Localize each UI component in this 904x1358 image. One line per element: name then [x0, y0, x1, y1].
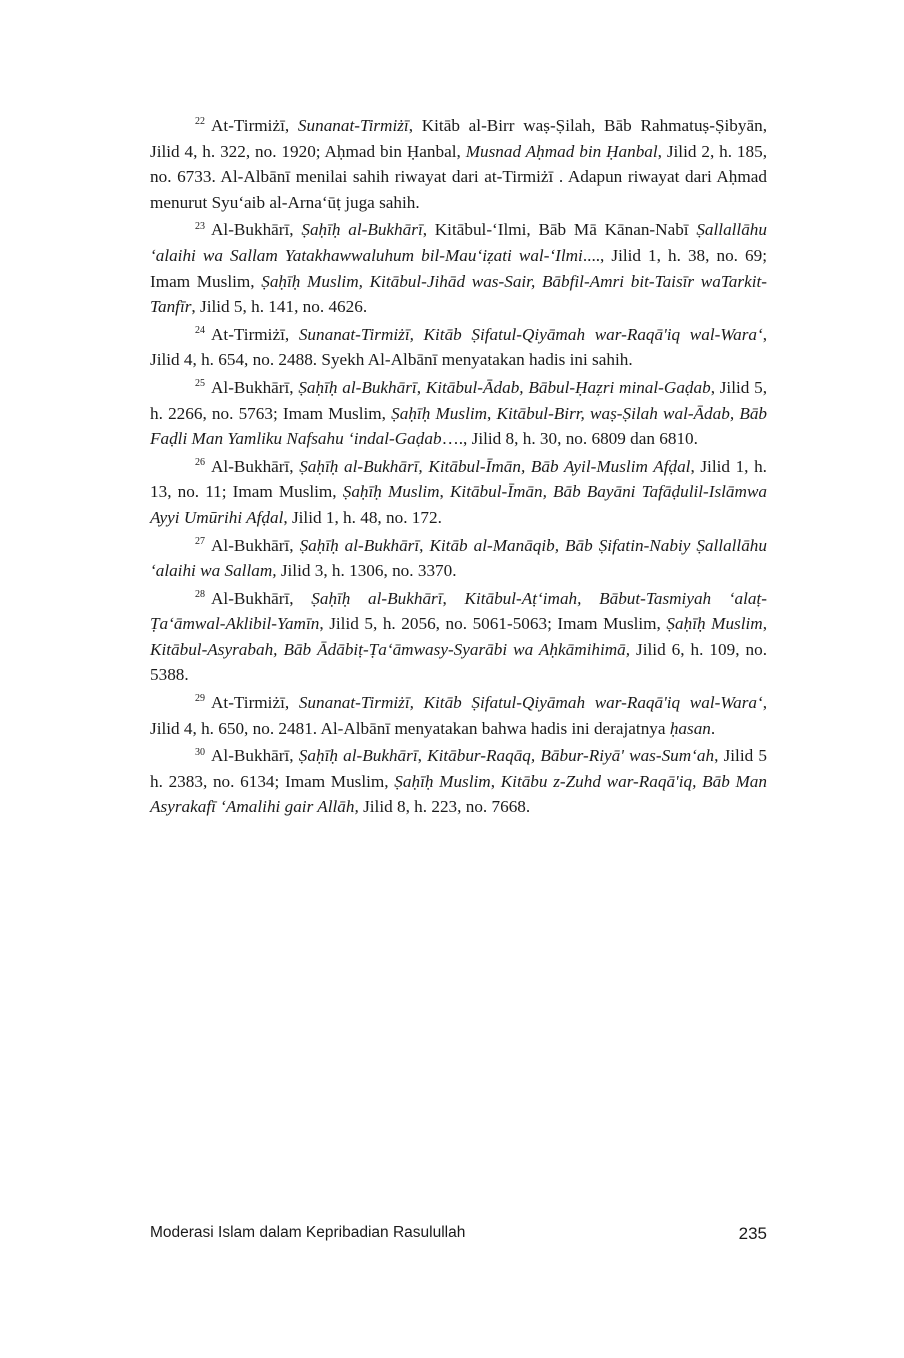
footnote-26: $^{26}$ Al-Bukhārī, Ṣaḥīḥ al-Bukhārī, Kitābul-Īmān, Bāb Ayil-Muslim Afḍal, Jilid 1, h. 13, no. 11; Imam Muslim, Ṣaḥīḥ Muslim, Kitābul-Īmān, Bāb Bayāni Tafāḍulil-Islāmwa Ayyi Umūrihi Afḍal, Jilid 1, h. 48, no. 172.	[150, 456, 767, 527]
footnote-number: 24	[195, 325, 205, 337]
footnote-29: $^{29}$ At-Tirmiżī, Sunanat-Tirmiżī, Kitāb Ṣifatul-Qiyāmah war-Raqā'iq wal-Wara‘, Jilid 4, h. 650, no. 2481. Al-Albānī menyatakan bahwa hadis ini derajatnya ḥasan.	[150, 693, 767, 738]
book-title: Moderasi Islam dalam Kepribadian Rasulullah	[150, 1224, 466, 1241]
footnote-24: $^{24}$ At-Tirmiżī, Sunanat-Tirmiżī, Kitāb Ṣifatul-Qiyāmah war-Raqā'iq wal-Wara‘, Jilid 4, h. 654, no. 2488. Syekh Al-Albānī menyatakan hadis ini sahih.	[150, 324, 767, 370]
footnote-number: 26	[195, 456, 205, 468]
footnote-number: 25	[195, 378, 205, 390]
footnote-number: 23	[195, 220, 205, 232]
page-footer	[150, 1224, 767, 1248]
footnote-number: 27	[195, 535, 205, 547]
footnote-28: $^{28}$ Al-Bukhārī, Ṣaḥīḥ al-Bukhārī, Kitābul-Aṭ‘imah, Bābut-Tasmiyah ‘alaṭ-Ṭa‘āmwal-Aklibil-Yamīn, Jilid 5, h. 2056, no. 5061-5063; Imam Muslim, Ṣaḥīḥ Muslim, Kitābul-Asyrabah, Bāb Ādābiṭ-Ṭa‘āmwasy-Syarābi wa Aḥkāmihimā, Jilid 6, h. 109, no. 5388.	[150, 588, 767, 685]
footnote-number: 22	[195, 116, 205, 128]
footnote-22: $^{22}$ At-Tirmiżī, Sunanat-Tirmiżī, Kitāb al-Birr waṣ-Ṣilah, Bāb Rahmatuṣ-Ṣibyān, Jilid 4, h. 322, no. 1920; Aḥmad bin Ḥanbal, Musnad Aḥmad bin Ḥanbal, Jilid 2, h. 185, no. 6733. Al-Albānī menilai sahih riwayat dari at-Tirmiżī . Adapun riwayat dari Aḥmad menurut Syu‘aib al-Arna‘ūṭ juga sahih.	[150, 116, 767, 212]
footnote-23: $^{23}$ Al-Bukhārī, Ṣaḥīḥ al-Bukhārī, Kitābul-‘Ilmi, Bāb Mā Kānan-Nabī Ṣallallāhu ‘alaihi wa Sallam Yatakhawwaluhum bil-Mau‘iẓati wal-‘Ilmi...., Jilid 1, h. 38, no. 69; Imam Muslim, Ṣaḥīḥ Muslim, Kitābul-Jihād was-Sair, Bābfil-Amri bit-Taisīr waTarkit-Tanfīr, Jilid 5, h. 141, no. 4626.	[150, 220, 767, 317]
footnote-number: 29	[195, 693, 205, 705]
footnote-30: $^{30}$ Al-Bukhārī, Ṣaḥīḥ al-Bukhārī, Kitābur-Raqāq, Bābur-Riyā' was-Sum‘ah, Jilid 5 h. 2383, no. 6134; Imam Muslim, Ṣaḥīḥ Muslim, Kitābu z-Zuhd war-Raqā'iq, Bāb Man Asyrakafī ‘Amalihi gair Allāh, Jilid 8, h. 223, no. 7668.	[150, 746, 768, 817]
footnote-27: $^{27}$ Al-Bukhārī, Ṣaḥīḥ al-Bukhārī, Kitāb al-Manāqib, Bāb Ṣifatin-Nabiy Ṣallallāhu ‘alaihi wa Sallam, Jilid 3, h. 1306, no. 3370.	[150, 535, 767, 581]
footnote-number: 28	[195, 588, 205, 600]
page-number: 235	[738, 1224, 767, 1243]
footnotes-section	[150, 113, 767, 822]
footnote-25: $^{25}$ Al-Bukhārī, Ṣaḥīḥ al-Bukhārī, Kitābul-Ādab, Bābul-Ḥaẓri minal-Gaḍab, Jilid 5, h. 2266, no. 5763; Imam Muslim, Ṣaḥīḥ Muslim, Kitābul-Birr, waṣ-Ṣilah wal-Ādab, Bāb Faḍli Man Yamliku Nafsahu ‘indal-Gaḍab…., Jilid 8, h. 30, no. 6809 dan 6810.	[150, 377, 768, 449]
footnote-number: 30	[195, 746, 205, 758]
